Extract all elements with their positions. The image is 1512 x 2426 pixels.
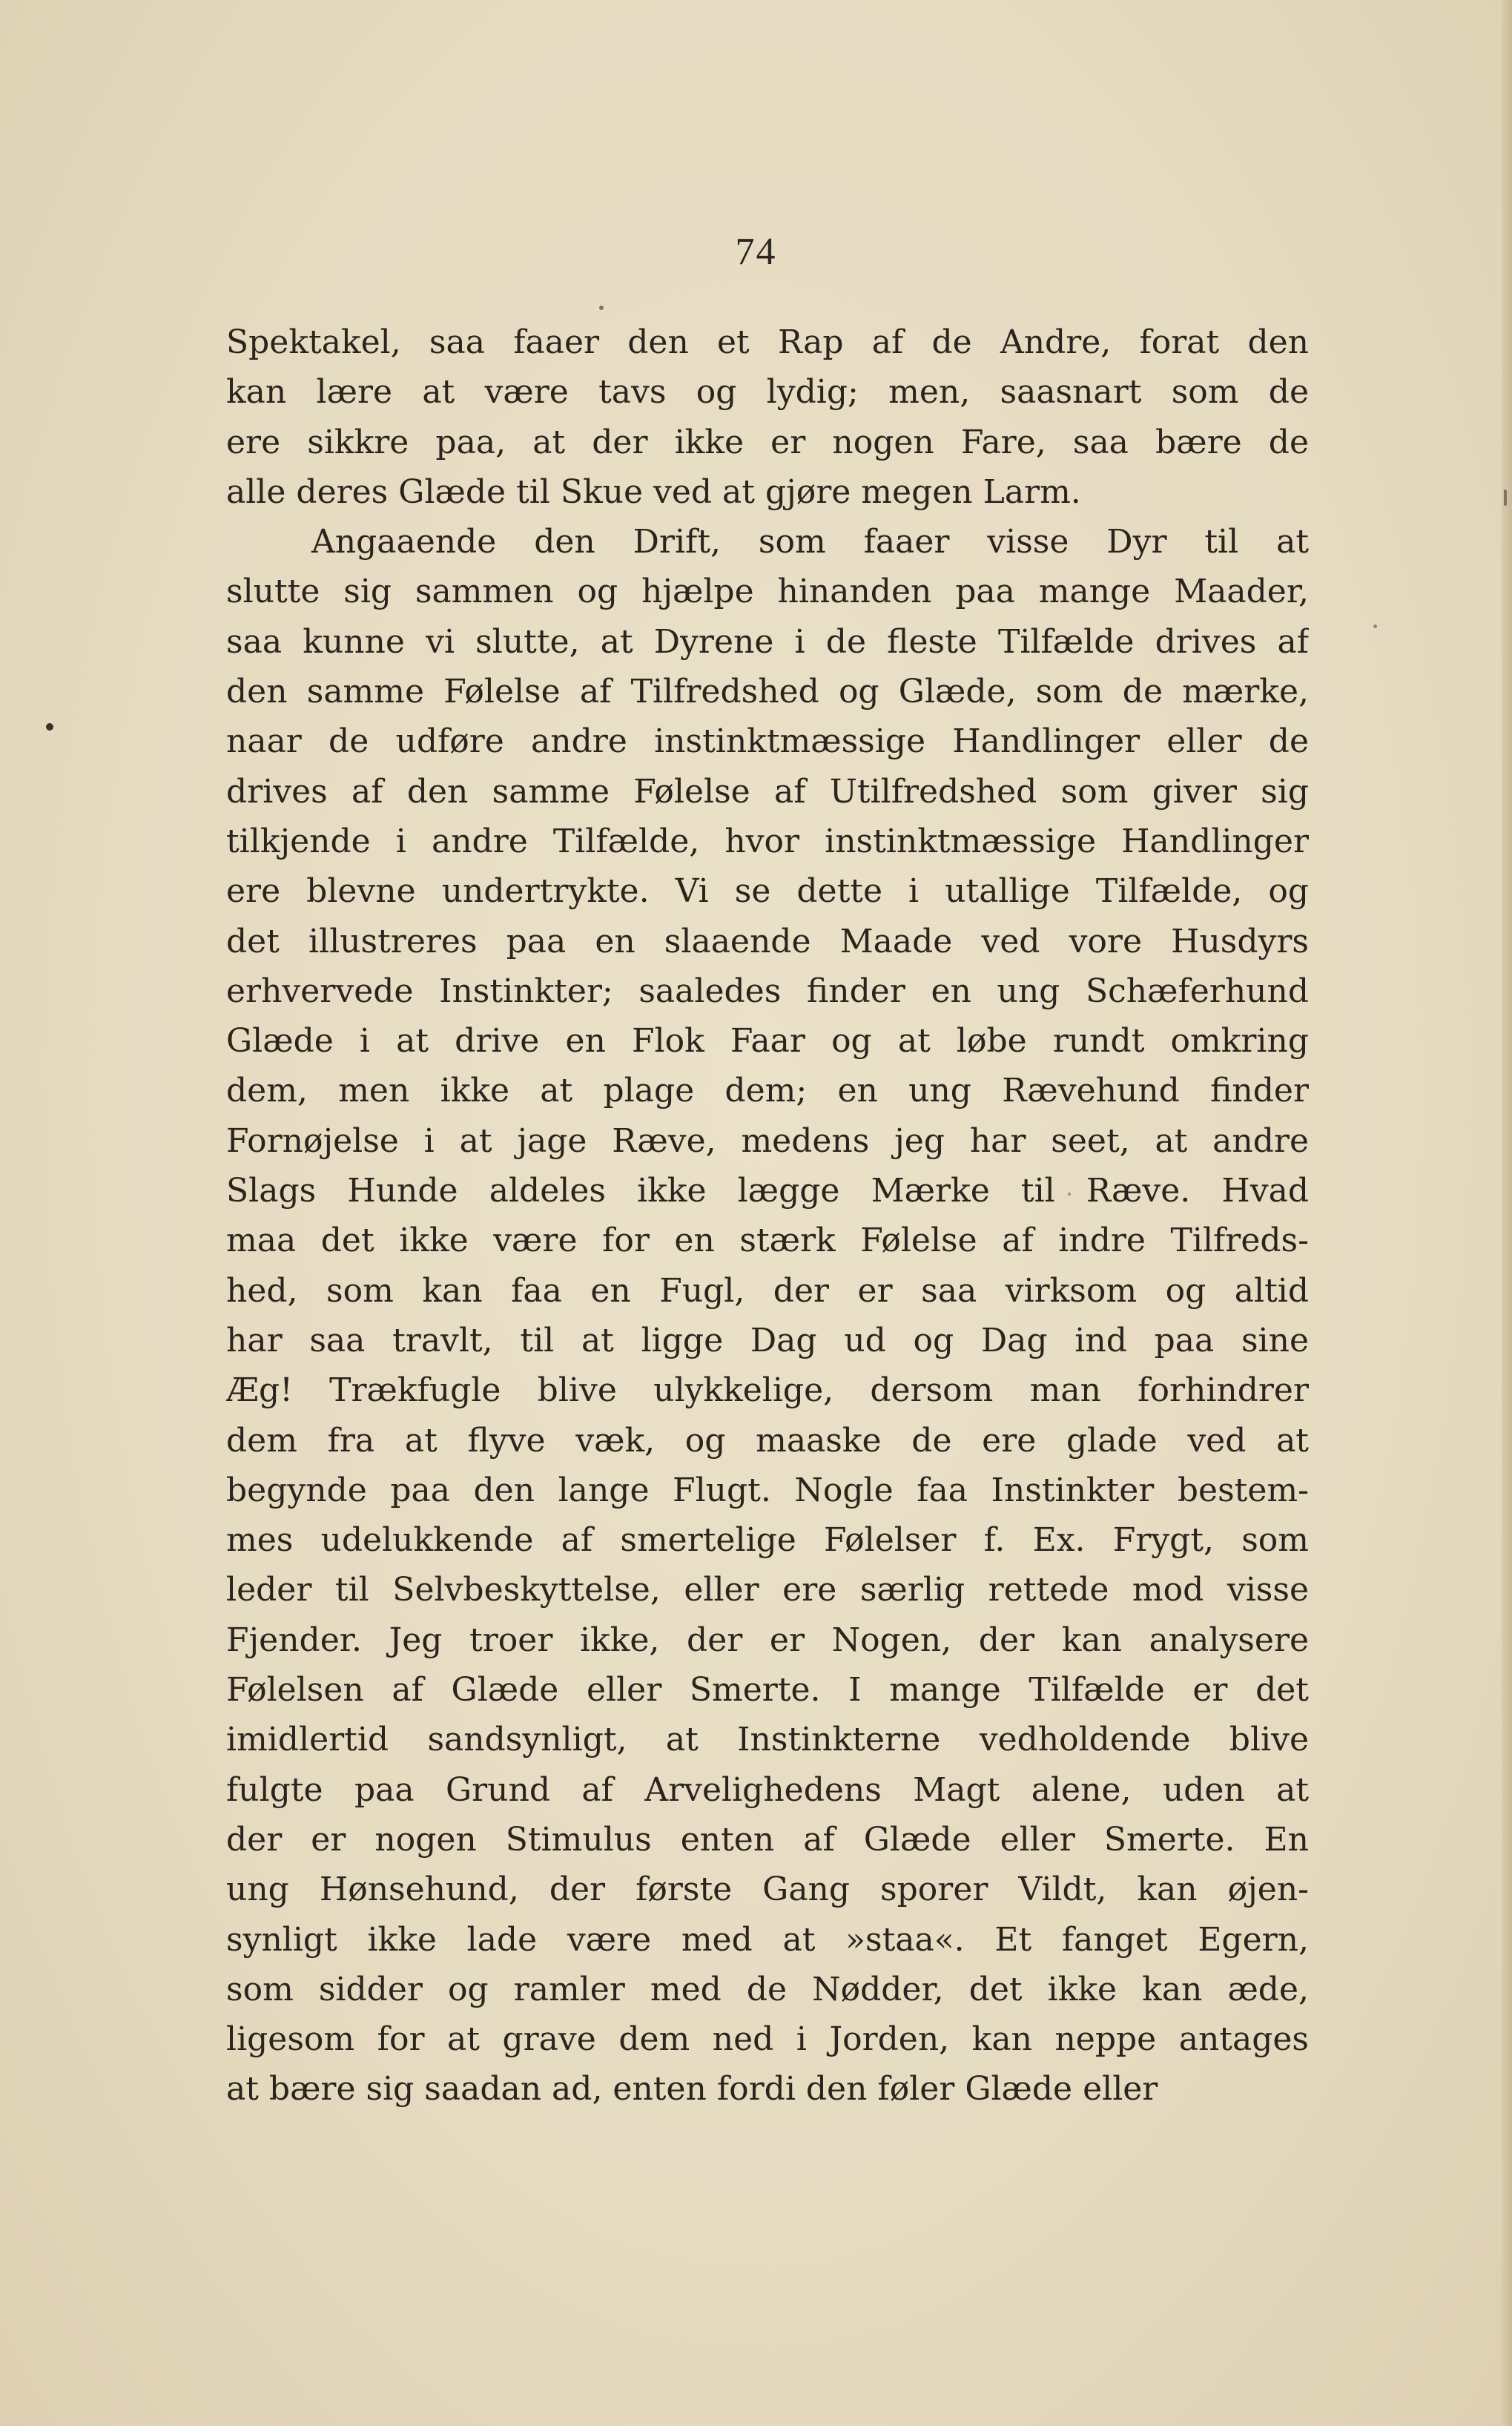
text-line: synligt ikke lade være med at »staa«. Et fanget Egern, [226, 1920, 1309, 1959]
text-line: det illustreres paa en slaaende Maade ved vore Husdyrs [226, 922, 1309, 960]
text-line: ung Hønsehund, der første Gang sporer Vildt, kan øjen- [226, 1870, 1309, 1909]
text-line: drives af den samme Følelse af Utilfredshed som giver sig [226, 772, 1309, 811]
text-line: Fjender. Jeg troer ikke, der er Nogen, der kan analysere [226, 1621, 1309, 1659]
text-line: at bære sig saadan ad, enten fordi den føler Glæde eller [226, 2070, 1158, 2109]
text-line: Æg! Trækfugle blive ulykkelige, dersom man forhindrer [226, 1371, 1309, 1410]
ink-speck [1068, 1193, 1071, 1196]
ink-speck [599, 306, 604, 310]
text-line: dem, men ikke at plage dem; en ung Rævehund finder [226, 1072, 1309, 1110]
text-line: tilkjende i andre Tilfælde, hvor instinktmæssige Handlinger [226, 822, 1309, 860]
page-edge [1502, 0, 1512, 2426]
text-line: Fornøjelse i at jage Ræve, medens jeg har seet, at andre [226, 1121, 1309, 1160]
text-line: Slags Hunde aldeles ikke lægge Mærke til Ræve. Hvad [226, 1172, 1309, 1210]
text-line: ere blevne undertrykte. Vi se dette i utallige Tilfælde, og [226, 872, 1309, 911]
text-line: som sidder og ramler med de Nødder, det ikke kan æde, [226, 1970, 1309, 2008]
text-line: har saa travlt, til at ligge Dag ud og Dag ind paa sine [226, 1321, 1309, 1359]
text-line: slutte sig sammen og hjælpe hinanden paa mange Maader, [226, 573, 1309, 611]
text-line: leder til Selvbeskyttelse, eller ere særlig rettede mod visse [226, 1571, 1309, 1609]
text-line: ere sikkre paa, at der ikke er nogen Fare, saa bære de [226, 423, 1309, 461]
body-text [226, 317, 1309, 2114]
text-line: ligesom for at grave dem ned i Jorden, kan neppe antages [226, 2020, 1309, 2059]
text-line: imidlertid sandsynligt, at Instinkterne vedholdende blive [226, 1721, 1309, 1759]
text-line: der er nogen Stimulus enten af Glæde eller Smerte. En [226, 1820, 1309, 1859]
text-line: Følelsen af Glæde eller Smerte. I mange Tilfælde er det [226, 1671, 1309, 1710]
text-line: fulgte paa Grund af Arvelighedens Magt alene, uden at [226, 1770, 1309, 1809]
text-line: saa kunne vi slutte, at Dyrene i de fleste Tilfælde drives af [226, 622, 1309, 661]
text-line: den samme Følelse af Tilfredshed og Glæde, som de mærke, [226, 673, 1309, 711]
ink-speck [1373, 624, 1377, 628]
ink-speck [1504, 490, 1507, 506]
text-line: mes udelukkende af smertelige Følelser f. Ex. Frygt, som [226, 1521, 1309, 1560]
text-line: Angaaende den Drift, som faaer visse Dyr til at [311, 523, 1309, 561]
page-number: 74 [735, 231, 777, 273]
text-line: maa det ikke være for en stærk Følelse af indre Tilfreds- [226, 1222, 1309, 1260]
text-line: dem fra at flyve væk, og maaske de ere glade ved at [226, 1421, 1309, 1460]
text-line: begynde paa den lange Flugt. Nogle faa Instinkter bestem- [226, 1471, 1309, 1509]
text-line: alle deres Glæde til Skue ved at gjøre megen Larm. [226, 472, 1081, 511]
text-line: kan lære at være tavs og lydig; men, saasnart som de [226, 373, 1309, 412]
text-line: Spektakel, saa faaer den et Rap af de Andre, forat den [226, 323, 1309, 361]
text-line: naar de udføre andre instinktmæssige Handlinger eller de [226, 722, 1309, 761]
text-line: erhvervede Instinkter; saaledes finder en ung Schæferhund [226, 972, 1309, 1010]
text-line: Glæde i at drive en Flok Faar og at løbe rundt omkring [226, 1022, 1309, 1061]
ink-speck [46, 723, 53, 731]
text-line: hed, som kan faa en Fugl, der er saa virksom og altid [226, 1271, 1309, 1310]
